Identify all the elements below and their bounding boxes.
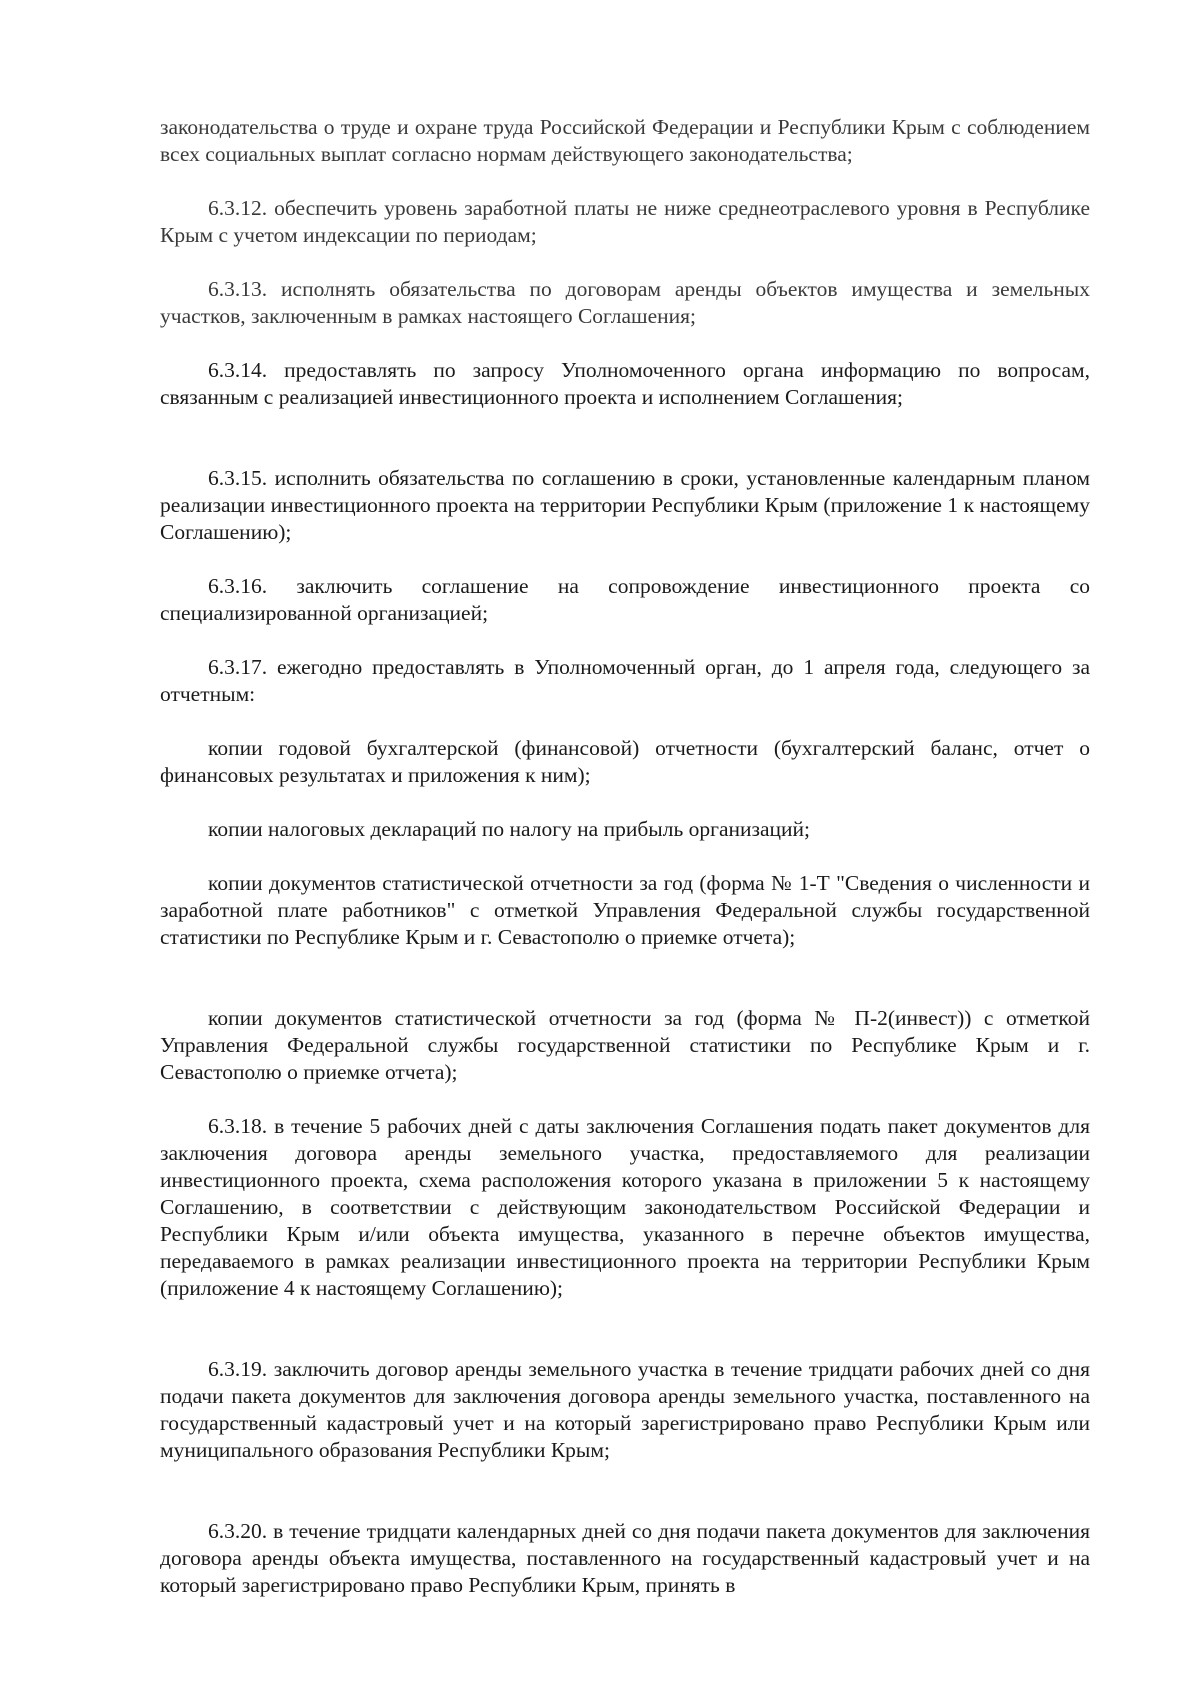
paragraph-6-3-20: 6.3.20. в течение тридцати календарных дней со дня подачи пакета документов для заключения договора аренды объекта имущества, поставленного на государственный кадастровый учет и на который зарегистрировано право Республики Крым, принять в <box>160 1519 1090 1597</box>
paragraph-copies-statistics-p2: копии документов статистической отчетности за год (форма № П-2(инвест)) с отметкой Управления Федеральной службы государственной статистики по Республике Крым и г. Севастополю о приемке отчета); <box>160 1006 1090 1084</box>
paragraph-6-3-13: 6.3.13. исполнять обязательства по договорам аренды объектов имущества и земельных участков, заключенным в рамках настоящего Соглашения; <box>160 277 1090 328</box>
paragraph-copies-tax: копии налоговых деклараций по налогу на прибыль организаций; <box>208 817 811 841</box>
paragraph-6-3-16: 6.3.16. заключить соглашение на сопровождение инвестиционного проекта со специализированной организацией; <box>160 574 1090 625</box>
paragraph-6-3-14: 6.3.14. предоставлять по запросу Уполномоченного органа информацию по вопросам, связанным с реализацией инвестиционного проекта и исполнением Соглашения; <box>160 358 1090 409</box>
paragraph-6-3-17: 6.3.17. ежегодно предоставлять в Уполномоченный орган, до 1 апреля года, следующего за отчетным: <box>160 655 1090 706</box>
paragraph-6-3-15: 6.3.15. исполнить обязательства по соглашению в сроки, установленные календарным планом реализации инвестиционного проекта на территории Республики Крым (приложение 1 к настоящему Соглашению); <box>160 466 1090 544</box>
paragraph-6-3-18: 6.3.18. в течение 5 рабочих дней с даты заключения Соглашения подать пакет документов для заключения договора аренды земельного участка, предоставляемого для реализации инвестиционного проекта, схема расположения которого указана в приложении 5 к настоящему Соглашению, в соответствии с действующим законодательством Российской Федерации и Республики Крым и/или объекта имущества, указанного в перечне объектов имущества, передаваемого в рамках реализации инвестиционного проекта на территории Республики Крым (приложение 4 к настоящему Соглашению); <box>160 1114 1090 1300</box>
paragraph-6-3-12: 6.3.12. обеспечить уровень заработной платы не ниже среднеотраслевого уровня в Республике Крым с учетом индексации по периодам; <box>160 196 1090 247</box>
paragraph-copies-accounting: копии годовой бухгалтерской (финансовой) отчетности (бухгалтерский баланс, отчет о финансовых результатах и приложения к ним); <box>160 736 1090 787</box>
paragraph-6-3-19: 6.3.19. заключить договор аренды земельного участка в течение тридцати рабочих дней со дня подачи пакета документов для заключения договора аренды земельного участка, поставленного на государственный кадастровый учет и на который зарегистрировано право Республики Крым или муниципального образования Республики Крым; <box>160 1357 1090 1462</box>
paragraph-continuation: законодательства о труде и охране труда Российской Федерации и Республики Крым с соблюдением всех социальных выплат согласно нормам действующего законодательства; <box>160 115 1090 166</box>
paragraph-copies-statistics-1t: копии документов статистической отчетности за год (форма № 1-Т "Сведения о численности и заработной плате работников" с отметкой Управления Федеральной службы государственной статистики по Республике Крым и г. Севастополю о приемке отчета); <box>160 871 1090 949</box>
